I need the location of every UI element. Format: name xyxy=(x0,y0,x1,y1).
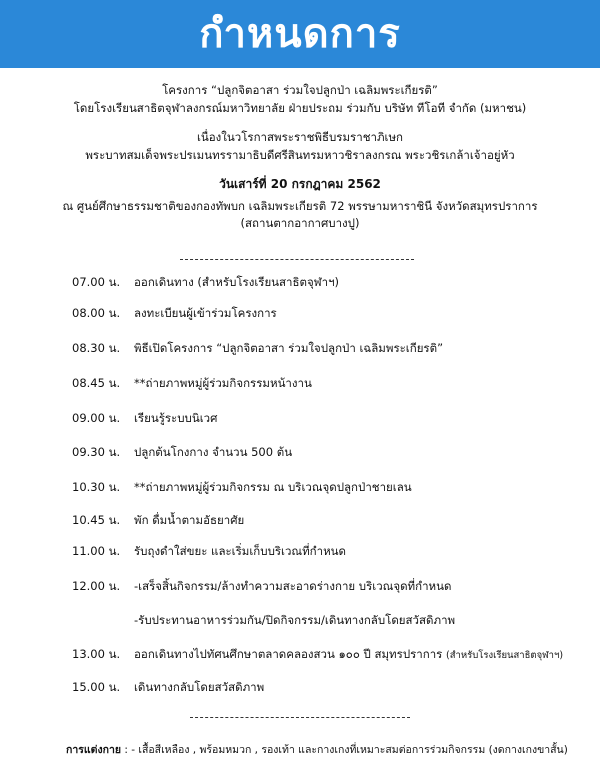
venue-line: ณ ศูนย์ศึกษาธรรมชาติของกองทัพบก เฉลิมพระเกียรติ 72 พรรษามหาราชินี จังหวัดสมุทรปราการ xyxy=(62,198,538,213)
schedule-activity: พิธีเปิดโครงการ “ปลูกจิตอาสา ร่วมใจปลูกป่า เฉลิมพระเกียรติ” xyxy=(134,341,444,355)
king-name-line: พระบาทสมเด็จพระปรเมนทรรามาธิบดีศรีสินทรมหาวชิราลงกรณ พระวชิรเกล้าเจ้าอยู่หัว xyxy=(85,147,515,162)
schedule-activity: -รับประทานอาหารร่วมกัน/ปิดกิจกรรม/เดินทางกลับโดยสวัสดิภาพ xyxy=(134,613,456,627)
schedule-activity: ปลูกต้นโกงกาง จำนวน 500 ต้น xyxy=(134,445,293,459)
page-title: กำหนดการ xyxy=(199,11,401,57)
top-divider xyxy=(180,259,414,260)
schedule-activity: รับถุงดำใส่ขยะ และเริ่มเก็บบริเวณที่กำหนด xyxy=(134,544,347,558)
dress-code xyxy=(66,740,586,760)
schedule-activity: ลงทะเบียนผู้เข้าร่วมโครงการ xyxy=(134,306,277,320)
schedule-activity: **ถ่ายภาพหมู่ผู้ร่วมกิจกรรมหน้างาน xyxy=(134,376,312,390)
occasion-line: เนื่องในวโรกาสพระราชพิธีบรมราชาภิเษก xyxy=(196,130,404,144)
schedule-time: 10.30 น. xyxy=(72,480,121,494)
schedule-activity: **ถ่ายภาพหมู่ผู้ร่วมกิจกรรม ณ บริเวณจุดปลูกป่าชายเลน xyxy=(134,480,412,494)
project-name-line: โครงการ “ปลูกจิตอาสา ร่วมใจปลูกป่า เฉลิมพระเกียรติ” xyxy=(162,83,438,97)
dress-code-text: : - เสื้อสีเหลือง , พร้อมหมวก , รองเท้า และกางเกงที่เหมาะสมต่อการร่วมกิจกรรม (งดกางเกงขาสั้น) xyxy=(124,744,568,756)
organizer-line: โดยโรงเรียนสาธิตจุฬาลงกรณ์มหาวิทยาลัย ฝ่ายประถม ร่วมกับ บริษัท ทีโอที จำกัด (มหาชน) xyxy=(73,100,527,115)
venue-sub-line: (สถานตากอากาศบางปู) xyxy=(240,216,360,230)
schedule-row xyxy=(0,643,600,665)
schedule-time: 09.30 น. xyxy=(72,445,121,459)
schedule-time: 12.00 น. xyxy=(72,579,121,593)
schedule-time: 13.00 น. xyxy=(72,647,121,661)
schedule-row xyxy=(0,540,600,562)
project-intro xyxy=(0,82,600,233)
schedule-row xyxy=(0,609,600,631)
schedule-activity: พัก ดื่มน้ำตามอัธยาศัย xyxy=(134,513,245,527)
schedule-row xyxy=(0,407,600,429)
schedule-note: (สำหรับโรงเรียนสาธิตจุฬาฯ) xyxy=(446,650,564,661)
schedule-activity: ออกเดินทาง (สำหรับโรงเรียนสาธิตจุฬาฯ) xyxy=(134,275,340,289)
schedule-row xyxy=(0,372,600,394)
schedule-time: 08.00 น. xyxy=(72,306,121,320)
schedule-activity: เรียนรู้ระบบนิเวศ xyxy=(134,411,218,425)
event-date: วันเสาร์ที่ 20 กรกฎาคม 2562 xyxy=(219,177,381,191)
title-banner xyxy=(0,0,600,68)
schedule-time: 15.00 น. xyxy=(72,680,121,694)
dress-code-label: การแต่งกาย xyxy=(66,744,122,756)
schedule-row xyxy=(0,271,600,293)
schedule-row xyxy=(0,676,600,698)
schedule-row xyxy=(0,441,600,463)
schedule-activity: เดินทางกลับโดยสวัสดิภาพ xyxy=(134,680,265,694)
schedule-time: 08.30 น. xyxy=(72,341,121,355)
schedule-row xyxy=(0,337,600,359)
schedule-row xyxy=(0,509,600,531)
schedule-activity: -เสร็จสิ้นกิจกรรม/ล้างทำความสะอาดร่างกาย บริเวณจุดที่กำหนด xyxy=(134,579,452,593)
schedule-time: 09.00 น. xyxy=(72,411,121,425)
schedule-time: 10.45 น. xyxy=(72,513,121,527)
schedule-activity: ออกเดินทางไปทัศนศึกษาตลาดคลองสวน ๑๐๐ ปี สมุทรปราการ xyxy=(134,647,443,661)
schedule-time: 07.00 น. xyxy=(72,275,121,289)
schedule-row xyxy=(0,302,600,324)
bottom-divider xyxy=(190,717,410,718)
schedule-row xyxy=(0,575,600,597)
schedule-time: 08.45 น. xyxy=(72,376,121,390)
schedule-row xyxy=(0,476,600,498)
schedule-time: 11.00 น. xyxy=(72,544,121,558)
